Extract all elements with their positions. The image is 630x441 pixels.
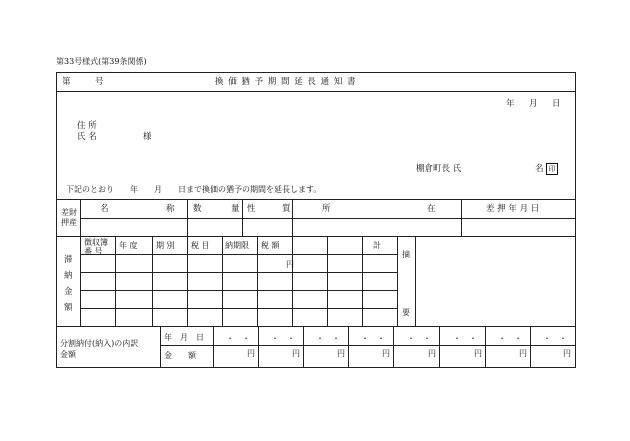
notice-text: 下記のとおり 年 月 日まで換価の猶予の期間を延長します。 xyxy=(66,185,322,194)
header-due-date: 納期限 xyxy=(225,241,249,250)
header-name-2: 称 xyxy=(166,204,175,214)
name-label: 氏 名 xyxy=(77,132,97,142)
document-no-label: 第 xyxy=(62,77,71,87)
arrears-side-label-4: 額 xyxy=(64,303,73,313)
form-frame xyxy=(57,73,576,368)
header-tax-amount: 税 額 xyxy=(261,241,280,250)
installment-yen-6: 円 xyxy=(474,349,482,358)
header-tax-item: 税 目 xyxy=(191,241,210,250)
installment-label-1: 分割納付(納入)の内訳 xyxy=(60,339,139,348)
issuer-name-suffix: 名 xyxy=(535,164,544,174)
installment-amount-header: 金 額 xyxy=(164,351,196,360)
header-remarks-2: 要 xyxy=(402,308,410,317)
header-period: 期 別 xyxy=(156,241,175,250)
arrears-side-label-3: 金 xyxy=(64,287,73,297)
date-month: 月 xyxy=(529,99,538,109)
installment-yen-3: 円 xyxy=(337,349,345,358)
header-remarks-1: 摘 xyxy=(402,250,410,259)
address-label: 住 所 xyxy=(77,121,97,131)
installment-yen-2: 円 xyxy=(292,349,300,358)
installment-yen-4: 円 xyxy=(382,349,390,358)
installment-date-6: ・ ・ xyxy=(453,334,477,343)
installment-yen-8: 円 xyxy=(563,349,571,358)
installment-date-8: ・ ・ xyxy=(543,334,567,343)
header-nature: 性 xyxy=(247,204,256,214)
issuer: 棚倉町長 氏 xyxy=(416,164,462,174)
header-nature-2: 質 xyxy=(282,204,291,214)
installment-date-1: ・ ・ xyxy=(226,334,250,343)
installment-date-4: ・ ・ xyxy=(361,334,385,343)
installment-yen-7: 円 xyxy=(519,349,527,358)
tax-amount-yen: 円 xyxy=(286,260,294,269)
installment-date-header: 年 月 日 xyxy=(164,333,204,342)
arrears-side-label-1: 滞 xyxy=(64,255,73,265)
header-fiscal-year: 年 度 xyxy=(119,241,138,250)
header-collect-no-2: 番 号 xyxy=(84,247,103,256)
header-name: 名 xyxy=(100,204,109,214)
document-title: 換 価 猶 予 期 間 延 長 通 知 書 xyxy=(215,77,357,87)
honorific: 様 xyxy=(143,132,152,142)
property-row-label-1: 差財 xyxy=(61,208,77,217)
header-qty-2: 量 xyxy=(231,204,240,214)
date-day: 日 xyxy=(552,99,561,109)
form-number: 第33号様式(第39条関係) xyxy=(56,57,147,66)
header-collect-no-1: 徴収簿 xyxy=(84,238,108,247)
installment-date-2: ・ ・ xyxy=(271,334,295,343)
header-qty: 数 xyxy=(193,204,202,214)
installment-date-7: ・ ・ xyxy=(498,334,522,343)
property-row-label-2: 押産 xyxy=(61,218,77,227)
arrears-side-label-2: 納 xyxy=(64,271,73,281)
header-seize-date: 差 押 年 月 日 xyxy=(486,204,540,214)
header-total: 計 xyxy=(373,241,381,250)
seal-box: 印 xyxy=(546,163,558,175)
installment-date-5: ・ ・ xyxy=(407,334,431,343)
installment-yen-1: 円 xyxy=(247,349,255,358)
installment-yen-5: 円 xyxy=(428,349,436,358)
installment-label-2: 金額 xyxy=(60,350,76,359)
header-location: 所 xyxy=(322,204,331,214)
date-year: 年 xyxy=(506,99,515,109)
installment-date-3: ・ ・ xyxy=(316,334,340,343)
header-location-2: 在 xyxy=(427,204,436,214)
document-no-suffix: 号 xyxy=(95,77,104,87)
